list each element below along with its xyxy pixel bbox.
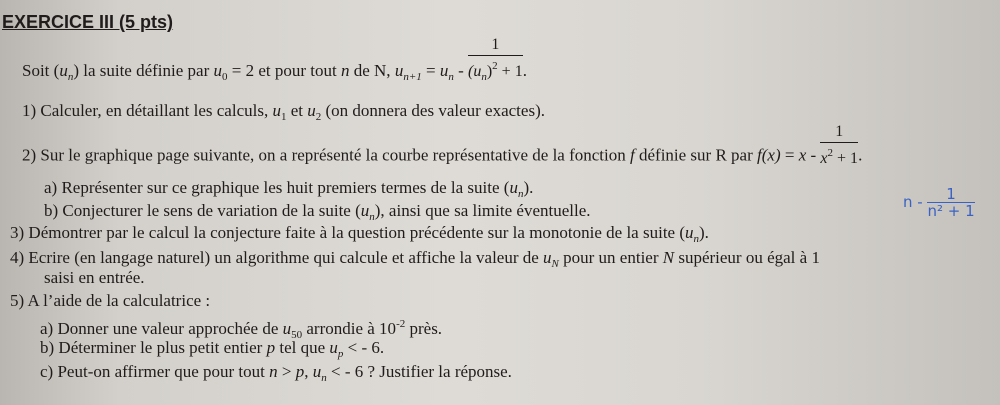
question-text: ). [699,223,709,242]
question-text: tel que [275,338,330,357]
var-n: n [269,362,278,381]
question-number: 1) [22,101,37,120]
question-number: 5) [10,291,25,310]
fraction-denominator [468,56,523,86]
sub-label: c) [40,362,54,381]
handwritten-numerator: 1 [927,186,974,203]
sub-label: b) [44,201,59,220]
sub-p: p [337,348,344,360]
question-3 [10,223,709,249]
sub-n: n [321,372,327,384]
intro-text: = 2 et pour tout [227,60,341,80]
question-text: pour un entier [558,248,663,267]
var-u: u [543,248,552,267]
question-text: Conjecturer le sens de variation de la suite ( [58,201,361,220]
handwritten-denominator: n² + 1 [927,202,975,220]
question-text: > [277,362,296,381]
sub-2: 2 [315,111,322,123]
question-text: = [780,145,799,165]
question-text: Sur le graphique page suivante, on a représenté la courbe représentative de la fonction [36,145,630,165]
sub-label: a) [44,178,58,197]
var-p: p [266,338,276,357]
sub-1: 1 [280,111,287,123]
question-text: ), ainsi que sa limite éventuelle. [374,201,591,220]
den-sup: 2 [827,147,834,159]
question-text: arrondie à 10 [302,319,397,338]
function-fraction [820,123,858,168]
question-5c [40,362,512,388]
var-p: p [295,362,305,381]
den-part: x [820,150,828,167]
var-u: u [685,223,694,242]
handwritten-fraction [927,186,974,219]
sub-N: N [551,258,559,270]
question-1 [22,101,545,127]
question-text: < - 6 ? Justifier la réponse. [326,362,512,381]
intro-text: de N, [349,60,395,80]
question-number: 4) [10,248,25,267]
den-part: ) [486,63,493,80]
sub-0: 0 [222,70,228,83]
sub-n: n [448,70,454,83]
intro-text: - [453,60,469,80]
var-f: f [630,145,635,165]
sub-n1: n+1 [403,70,422,83]
question-text: Peut-on affirmer que pour tout [53,362,270,381]
var-fx: f(x) [757,145,781,165]
var-N: N [662,248,675,267]
sub-n: n [369,211,375,223]
var-u: u [360,201,370,220]
var-u: u [312,362,322,381]
var-u: u [282,319,292,338]
question-5b [40,338,384,364]
question-text: et [286,101,308,120]
question-text: . [858,145,863,165]
fraction-denominator [820,143,858,168]
den-part: + 1 [497,63,523,80]
sub-50: 50 [291,329,303,341]
question-text: Ecrire (en langage naturel) un algorithme qui calcule et affiche la valeur de [24,248,544,267]
den-part: (u [468,63,482,80]
recurrence-fraction [468,36,523,86]
question-text: < - 6. [343,338,385,357]
intro-text: . [522,60,527,80]
question-text: Représenter sur ce graphique les huit premiers termes de la suite ( [57,178,510,197]
question-text: saisi en entrée. [44,268,145,287]
var-un: u [439,60,449,80]
question-text: - [806,145,821,165]
question-text: Déterminer le plus petit entier [54,338,267,357]
var-u1: u [272,101,281,120]
question-text: (on donnera des valeur exactes). [321,101,545,120]
question-text: ). [523,178,534,197]
handwritten-text: n - [903,193,923,211]
sub-n: n [517,188,524,200]
question-text: Calculer, en détaillant les calculs, [36,101,273,120]
question-2 [22,123,863,168]
var-u0: u [213,60,223,80]
intro-text: Soit ( [22,60,60,80]
question-text: Donner une valeur approchée de [53,319,283,338]
den-sub: n [481,71,487,83]
var-x: x [798,145,807,165]
question-5 [10,291,210,311]
question-text: supérieur ou égal à 1 [674,248,820,267]
den-part: + 1 [833,150,859,167]
question-text: Démontrer par le calcul la conjecture faite à la question précédente sur la monotonie de la suite ( [24,223,685,242]
sub-n: n [67,70,74,83]
var-u: u [329,338,338,357]
sub-n: n [693,233,699,245]
var-un1: u [394,60,404,80]
den-sup: 2 [492,60,498,72]
question-text: près. [405,319,443,338]
exercise-title: EXERCICE III (5 pts) [2,12,174,32]
intro-text: ) la suite définie par [73,60,214,80]
question-4-continued [44,268,145,288]
exponent: -2 [396,318,406,330]
var-u: u [59,60,68,80]
question-number: 3) [10,223,25,242]
question-text: A l’aide de la calculatrice : [24,291,211,310]
handwritten-note [903,186,975,219]
question-number: 2) [22,145,37,165]
var-u: u [509,178,518,197]
intro-line [22,36,527,87]
question-text: , [304,362,313,381]
sub-label: b) [40,338,55,357]
var-u2: u [307,101,316,120]
fraction-numerator: 1 [820,123,858,143]
question-text: définie sur R par [634,145,758,165]
sub-label: a) [40,319,54,338]
var-n: n [340,60,350,80]
intro-text: = [421,60,440,80]
fraction-numerator: 1 [468,36,523,56]
